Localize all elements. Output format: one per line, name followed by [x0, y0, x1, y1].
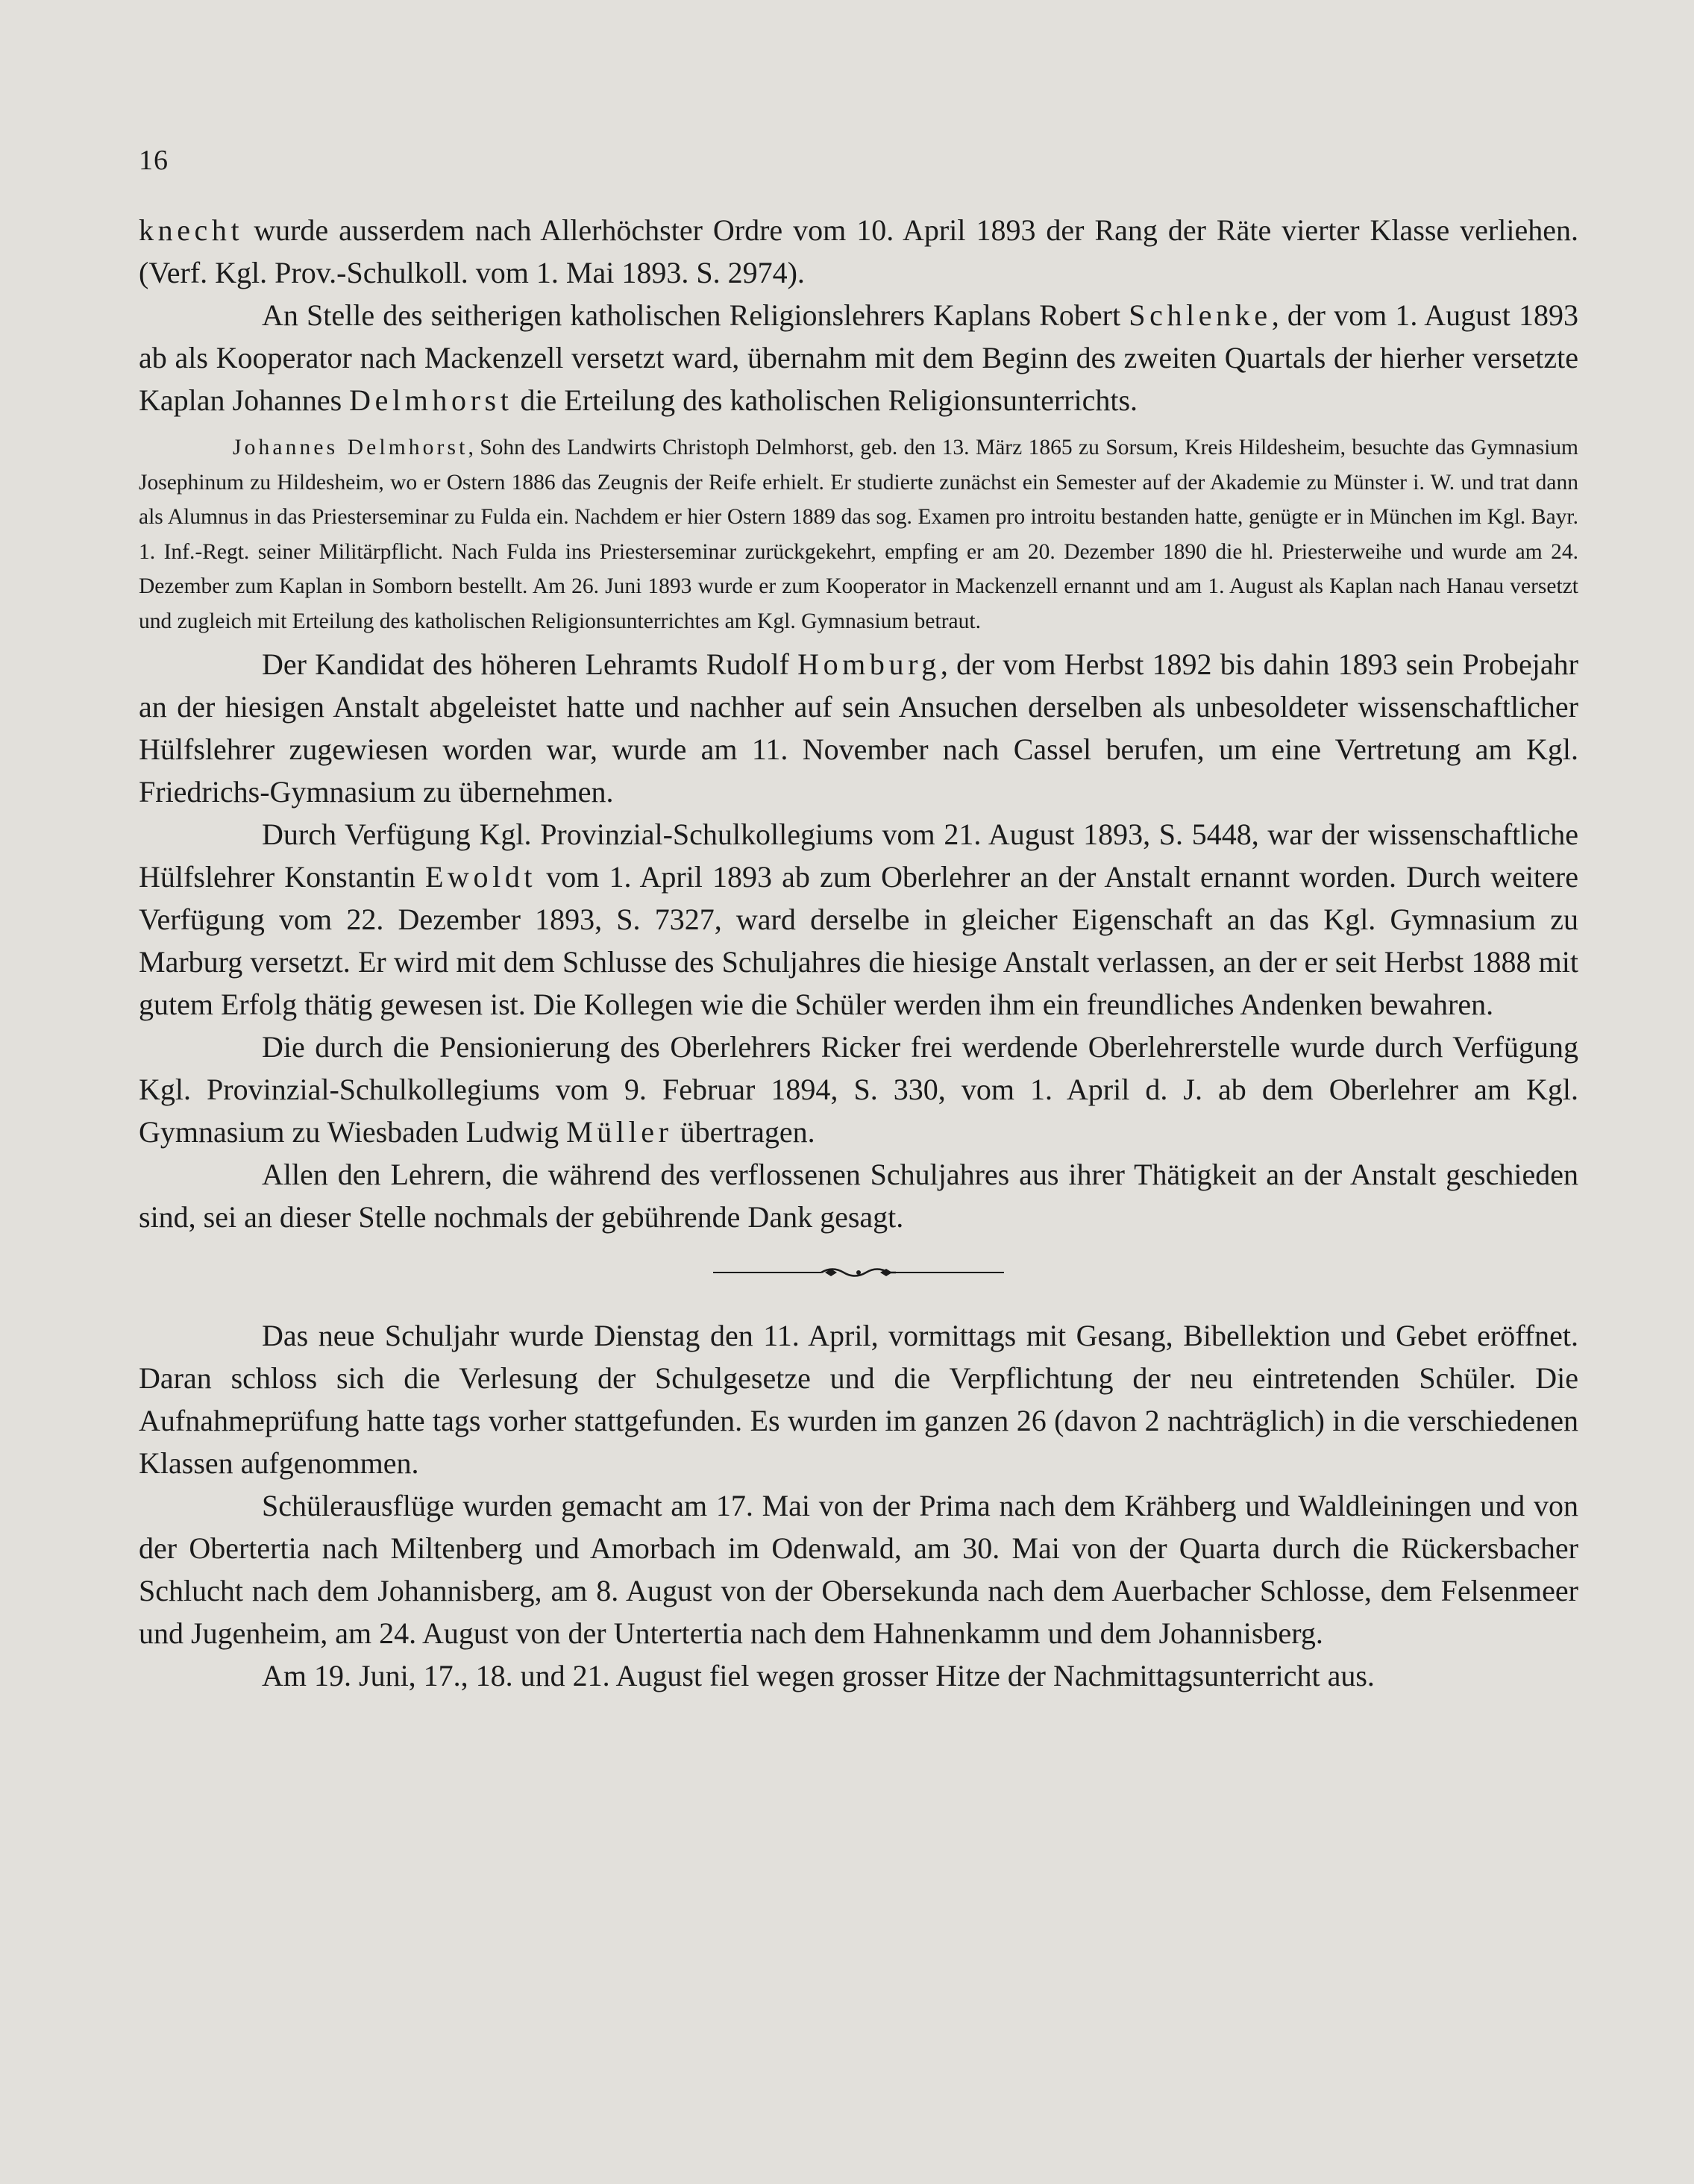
text-segment: knecht [139, 213, 244, 247]
text-segment: , der vom 1. August 1893 ab als Kooperator nach Mackenzell versetzt ward, übernahm mit dem Beginn des zweiten Quartals der hierher versetzte Kaplan Johannes [139, 298, 1579, 417]
section-divider-ornament [713, 1264, 1004, 1281]
text-segment: Johannes Delmhorst [233, 436, 468, 459]
paragraph-new-school-year [139, 1314, 1578, 1484]
biography-note-delmhorst [139, 430, 1578, 638]
text-segment: Schülerausflüge wurden gemacht am 17. Mai von der Prima nach dem Krähberg und Waldleiningen und von der Obertertia nach Miltenberg und Amorbach im Odenwald, am 30. Mai von der Quarta durch die Rückersbacher Schlucht nach dem Johannisberg, am 8. August von der Obersekunda nach dem Auerbacher Schlosse, dem Felsenmeer und Jugenheim, am 24. August von der Untertertia nach dem Hahnenkamm und dem Johannisberg. [139, 1489, 1578, 1650]
paragraph-rank-conferral [139, 209, 1578, 294]
text-segment: Müller [566, 1115, 673, 1149]
text-segment: Ewoldt [424, 860, 537, 894]
paragraph-ewoldt [139, 813, 1578, 1026]
paragraph-thanks [139, 1153, 1578, 1238]
text-segment: Allen den Lehrern, die während des verflossenen Schuljahres aus ihrer Thätigkeit an der Anstalt geschieden sind, sei an dieser Stelle nochmals der gebührende Dank gesagt. [139, 1158, 1578, 1234]
text-segment: Das neue Schuljahr wurde Dienstag den 11. April, vormittags mit Gesang, Bibellektion und Gebet eröffnet. Daran schloss sich die Verlesung der Schulgesetze und die Verpflichtung der neu eintretenden Schüler. Die Aufnahmeprüfung hatte tags vorher stattgefunden. Es wurden im ganzen 26 (davon 2 nachträglich) in die verschiedenen Klassen aufgenommen. [139, 1319, 1578, 1480]
paragraph-homburg [139, 643, 1578, 813]
text-segment: die Erteilung des katholischen Religionsunterrichts. [512, 383, 1138, 417]
paragraph-excursions [139, 1484, 1578, 1654]
text-segment: übertragen. [672, 1115, 815, 1149]
paragraph-religion-teacher-change [139, 294, 1578, 421]
text-segment: , der vom Herbst 1892 bis dahin 1893 sein Probejahr an der hiesigen Anstalt abgeleistet hatte und nachher auf sein Ansuchen derselben als unbesoldeter wissenschaftlicher Hülfslehrer zugewiesen worden war, wurde am 11. November nach Cassel berufen, um eine Vertretung am Kgl. Friedrichs-Gymnasium zu übernehmen. [139, 647, 1578, 809]
text-segment: Delmhorst [349, 383, 513, 417]
text-segment: vom 1. April 1893 ab zum Oberlehrer an der Anstalt ernannt worden. Durch weitere Verfügung vom 22. Dezember 1893, S. 7327, ward derselbe in gleicher Eigenschaft an das Kgl. Gymnasium zu Marburg versetzt. Er wird mit dem Schlusse des Schuljahres die hiesige Anstalt verlassen, an der er seit Herbst 1888 mit gutem Erfolg thätig gewesen ist. Die Kollegen wie die Schüler werden ihm ein freundliches Andenken bewahren. [139, 860, 1578, 1021]
text-segment: Der Kandidat des höheren Lehramts Rudolf [262, 647, 798, 681]
paragraph-heat-holiday [139, 1654, 1578, 1697]
page-content [139, 142, 1578, 1697]
text-segment: , Sohn des Landwirts Christoph Delmhorst, geb. den 13. März 1865 zu Sorsum, Kreis Hildesheim, besuchte das Gymnasium Josephinum zu Hildesheim, wo er Ostern 1886 das Zeugnis der Reife erhielt. Er studierte zunächst ein Semester auf der Akademie zu Münster i. W. und trat dann als Alumnus in das Priesterseminar zu Fulda ein. Nachdem er hier Ostern 1889 das sog. Examen pro introitu bestanden hatte, genügte er in München im Kgl. Bayr. 1. Inf.-Regt. seiner Militärpflicht. Nach Fulda ins Priesterseminar zurückgekehrt, empfing er am 20. Dezember 1890 die hl. Priesterweihe und wurde am 24. Dezember zum Kaplan in Somborn bestellt. Am 26. Juni 1893 wurde er zum Kooperator in Mackenzell ernannt und am 1. August als Kaplan nach Hanau versetzt und zugleich mit Erteilung des katholischen Religionsunterrichtes am Kgl. Gymnasium betraut. [139, 436, 1578, 633]
text-segment: Durch Verfügung Kgl. Provinzial-Schulkollegiums vom 21. August 1893, S. 5448, war der wissenschaftliche Hülfslehrer Konstantin [139, 818, 1578, 894]
paragraph-mueller [139, 1026, 1578, 1153]
text-segment: An Stelle des seitherigen katholischen Religionslehrers Kaplans Robert [262, 298, 1129, 332]
text-segment: Am 19. Juni, 17., 18. und 21. August fiel wegen grosser Hitze der Nachmittagsunterricht aus. [262, 1659, 1375, 1692]
page-number: 16 [139, 145, 169, 176]
text-segment: Die durch die Pensionierung des Oberlehrers Ricker frei werdende Oberlehrerstelle wurde durch Verfügung Kgl. Provinzial-Schulkollegiums vom 9. Februar 1894, S. 330, vom 1. April d. J. ab dem Oberlehrer am Kgl. Gymnasium zu Wiesbaden Ludwig [139, 1030, 1578, 1149]
text-segment: Homburg [797, 647, 941, 681]
text-segment: wurde ausserdem nach Allerhöchster Ordre vom 10. April 1893 der Rang der Räte vierter Klasse verliehen. (Verf. Kgl. Prov.-Schulkoll. vom 1. Mai 1893. S. 2974). [139, 213, 1578, 289]
text-segment: Schlenke [1129, 298, 1272, 332]
